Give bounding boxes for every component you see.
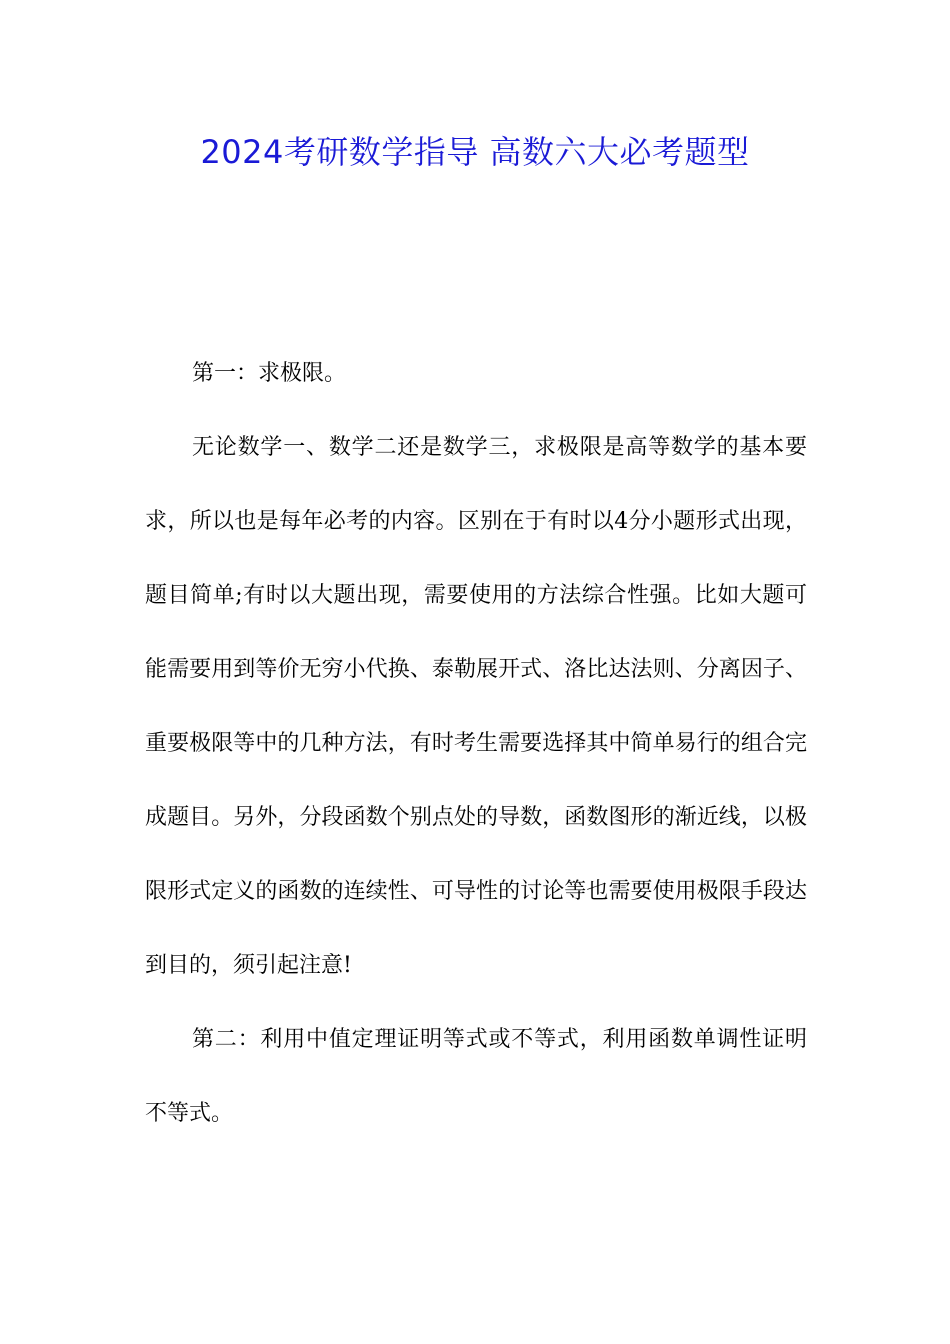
paragraph-limits: 无论数学一、数学二还是数学三，求极限是高等数学的基本要求，所以也是每年必考的内容。区别在于有时以4分小题形式出现，题目简单;有时以大题出现，需要使用的方法综合性强。比如大题可能需要用到等价无穷小代换、泰勒展开式、洛比达法则、分离因子、重要极限等中的几种方法，有时考生需要选择其中简单易行的组合完成题目。另外，分段函数个别点处的导数，函数图形的渐近线，以极限形式定义的函数的连续性、可导性的讨论等也需要使用极限手段达到目的，须引起注意! (145, 435, 807, 978)
document-title: 2024考研数学指导 高数六大必考题型 (200, 133, 750, 171)
document-body (145, 337, 807, 1151)
section-heading-1: 第一：求极限。 (192, 361, 347, 386)
section-heading-2: 第二：利用中值定理证明等式或不等式，利用函数单调性证明不等式。 (145, 1027, 807, 1126)
